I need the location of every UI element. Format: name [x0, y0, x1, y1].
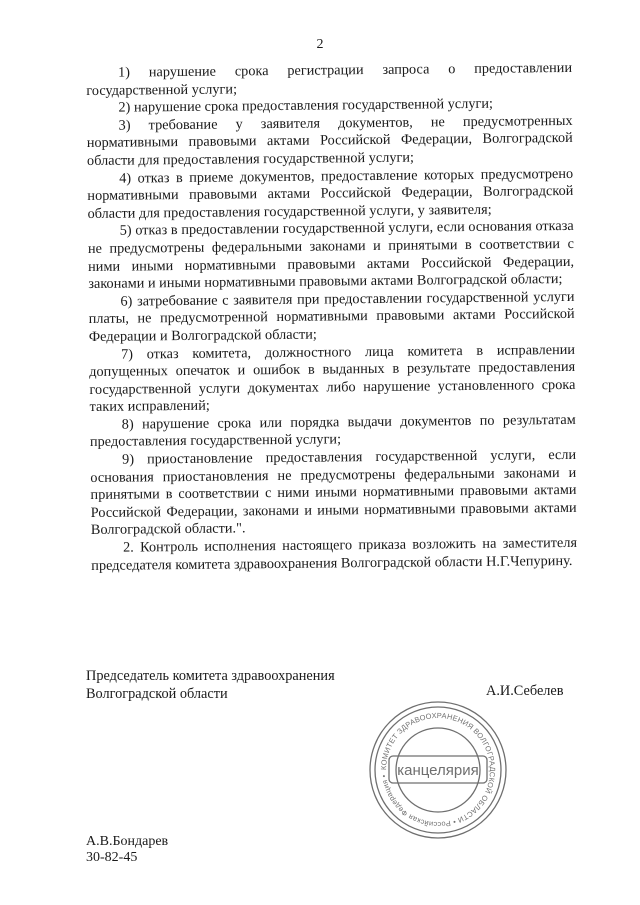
page-number: 2 [316, 37, 324, 52]
list-item: 6) затребование с заявителя при предоставлении государственной услуги платы, не предусмотренной нормативными правовыми актами Российской Федерации и Волгоградской области; [88, 288, 575, 345]
list-item: 8) нарушение срока или порядка выдачи документов по результатам предоставления государственной услуги; [89, 411, 576, 451]
list-item: 2. Контроль исполнения настоящего приказа возложить на заместителя председателя комитета здравоохранения Волгоградской области Н.Г.Чепурину. [91, 534, 578, 574]
list-item: 4) отказ в приеме документов, предоставление которых предусмотрено нормативными правовыми актами Российской Федерации, Волгоградской области для предоставления государственной услуги, у заявителя; [87, 165, 574, 222]
document-body [86, 60, 577, 575]
executor-phone: 30-82-45 [86, 850, 138, 865]
list-item: 3) требование у заявителя документов, не предусмотренных нормативными правовыми актами Российской Федерации, Волгоградской области для предоставления государственной услуги; [86, 112, 573, 169]
stamp-ring-text: КОМИТЕТ ЗДРАВООХРАНЕНИЯ ВОЛГОГРАДСКОЙ ОБЛАСТИ • Российская Федерация • [378, 710, 498, 830]
list-item: 5) отказ в предоставлении государственной услуги, если основания отказа не предусмотрены федеральными законами и принятыми в соответствии с ними иными нормативными правовыми актами Российской Федерации, законами и иными нормативными правовыми актами Волгоградской области; [87, 218, 575, 293]
list-item: 9) приостановление предоставления государственной услуги, если основания приостановления не предусмотрены федеральными законами и принятыми в соответствии с ними иными нормативными правовыми актами Российской Федерации, законами и иными нормативными правовыми актами Волгоградской области.". [90, 446, 577, 539]
office-stamp [367, 699, 509, 841]
executor-block [86, 834, 168, 866]
stamp-center-text: канцелярия [397, 762, 479, 779]
executor-name: А.В.Бондарев [86, 834, 169, 849]
signatory-title: Председатель комитета здравоохранения Волгоградской области [86, 668, 335, 702]
list-item: 1) нарушение срока регистрации запроса о предоставлении государственной услуги; [86, 59, 573, 99]
signatory-name: А.И.Себелев [486, 683, 564, 699]
list-item: 7) отказ комитета, должностного лица комитета в исправлении допущенных опечаток и ошибок в выданных в результате предоставления государственной услуги документах либо нарушение установленного срока таких исправлений; [89, 341, 576, 416]
stamp-seal [367, 699, 509, 841]
list-item: 2) нарушение срока предоставления государственной услуги; [118, 95, 494, 116]
